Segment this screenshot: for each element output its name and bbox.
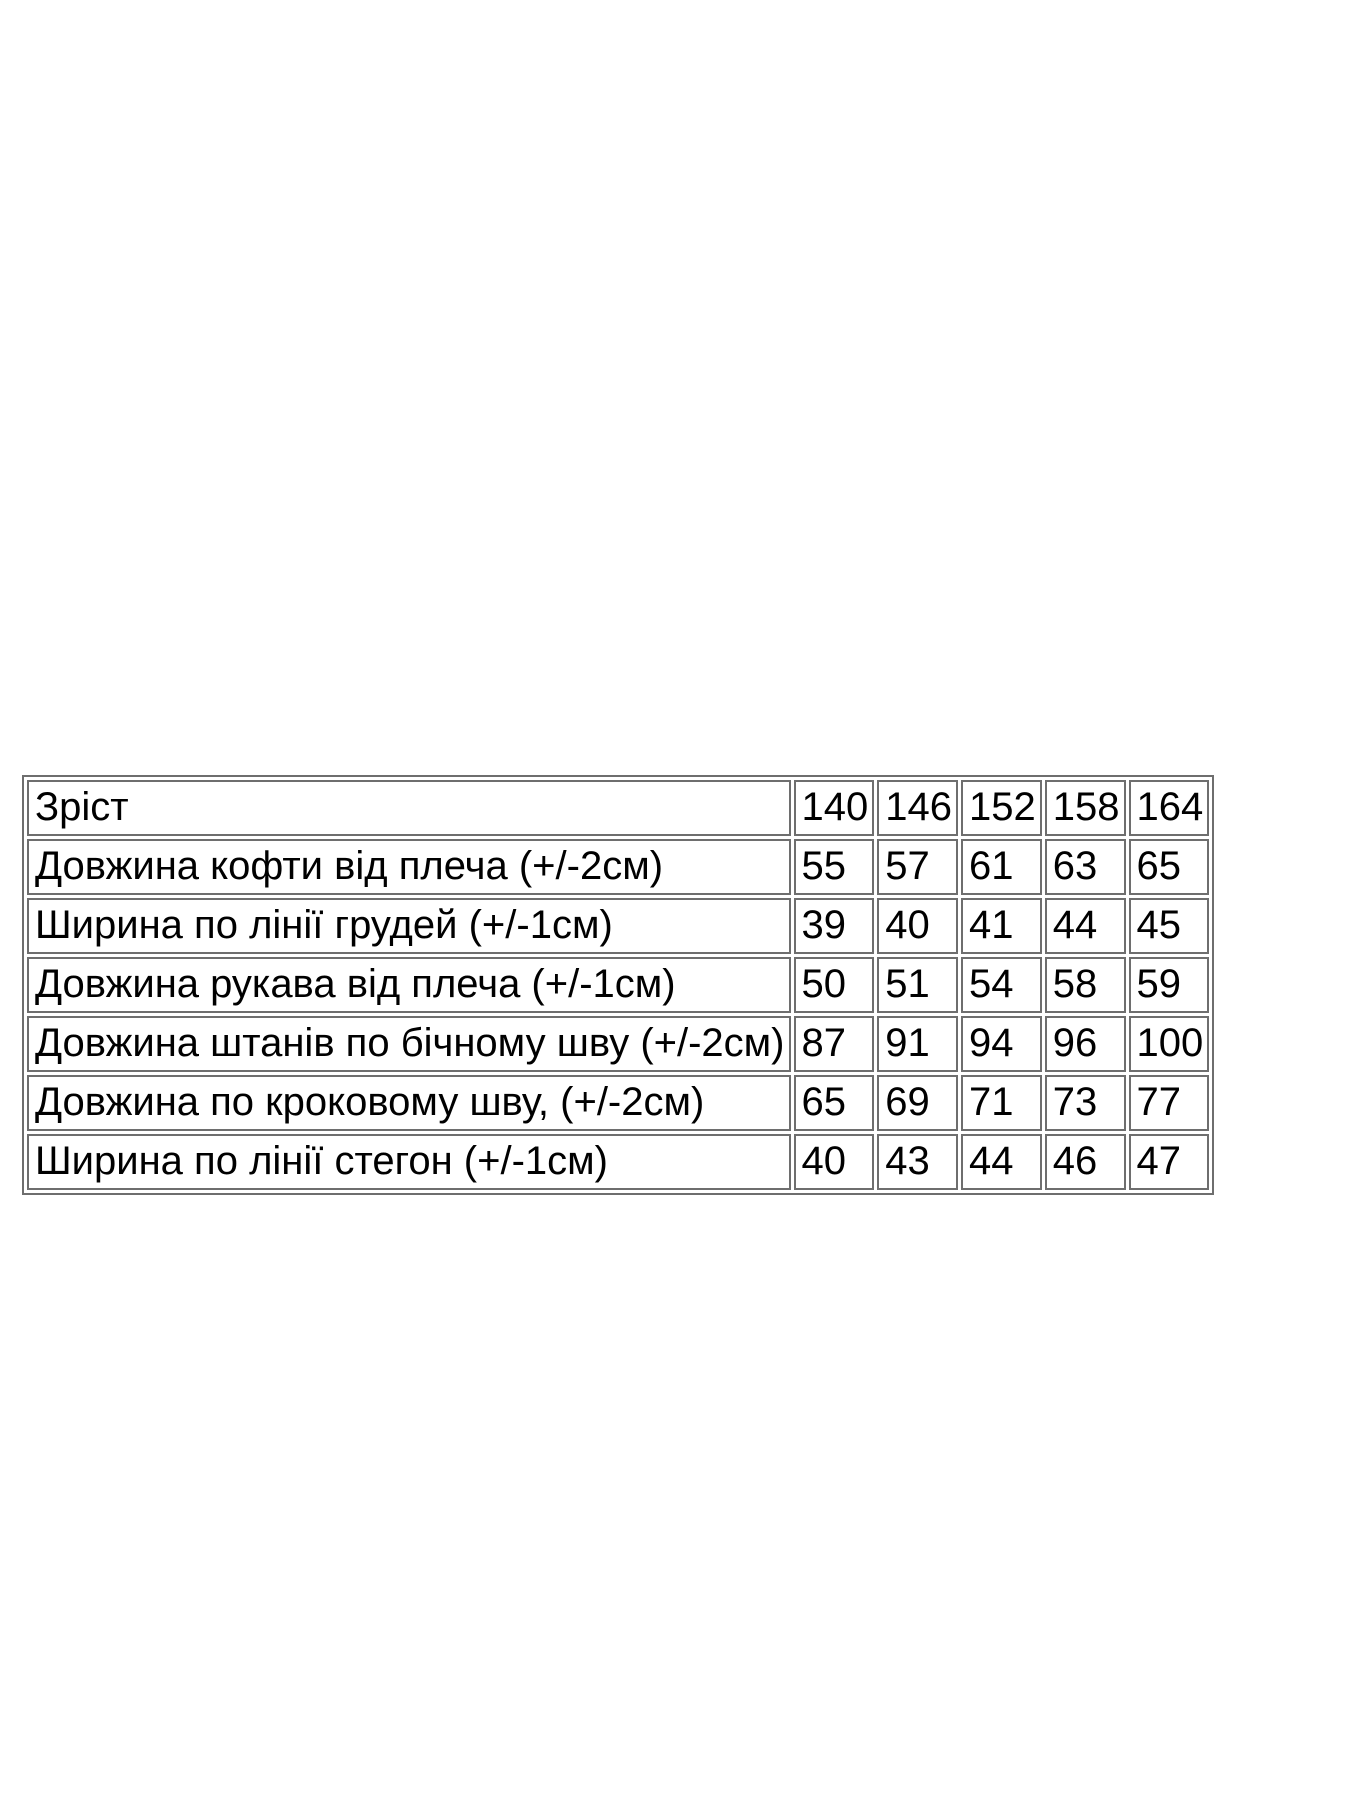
size-chart-body	[27, 780, 1209, 1190]
measurement-value-cell: 61	[961, 839, 1042, 895]
measurement-value-cell: 40	[877, 898, 958, 954]
table-row	[27, 1134, 1209, 1190]
measurement-value-cell: 96	[1045, 1016, 1126, 1072]
measurement-value-cell: 40	[794, 1134, 875, 1190]
measurement-value-cell: 50	[794, 957, 875, 1013]
measurement-value-cell: 44	[961, 1134, 1042, 1190]
measurement-label-cell: Довжина кофти від плеча (+/-2см)	[27, 839, 791, 895]
header-row	[27, 780, 1209, 836]
header-size-cell: 152	[961, 780, 1042, 836]
measurement-label-cell: Довжина штанів по бічному шву (+/-2см)	[27, 1016, 791, 1072]
measurement-value-cell: 55	[794, 839, 875, 895]
table-row	[27, 839, 1209, 895]
header-size-cell: 146	[877, 780, 958, 836]
measurement-value-cell: 51	[877, 957, 958, 1013]
measurement-value-cell: 77	[1129, 1075, 1210, 1131]
measurement-value-cell: 87	[794, 1016, 875, 1072]
measurement-value-cell: 43	[877, 1134, 958, 1190]
measurement-value-cell: 58	[1045, 957, 1126, 1013]
measurement-value-cell: 91	[877, 1016, 958, 1072]
measurement-value-cell: 59	[1129, 957, 1210, 1013]
measurement-value-cell: 44	[1045, 898, 1126, 954]
measurement-label-cell: Довжина рукава від плеча (+/-1см)	[27, 957, 791, 1013]
measurement-value-cell: 73	[1045, 1075, 1126, 1131]
header-label-cell: Зріст	[27, 780, 791, 836]
header-size-cell: 164	[1129, 780, 1210, 836]
measurement-value-cell: 54	[961, 957, 1042, 1013]
measurement-value-cell: 100	[1129, 1016, 1210, 1072]
measurement-value-cell: 65	[794, 1075, 875, 1131]
measurement-label-cell: Довжина по кроковому шву, (+/-2см)	[27, 1075, 791, 1131]
measurement-value-cell: 39	[794, 898, 875, 954]
measurement-value-cell: 45	[1129, 898, 1210, 954]
measurement-label-cell: Ширина по лінії грудей (+/-1см)	[27, 898, 791, 954]
measurement-value-cell: 47	[1129, 1134, 1210, 1190]
measurement-value-cell: 46	[1045, 1134, 1126, 1190]
measurement-label-cell: Ширина по лінії стегон (+/-1см)	[27, 1134, 791, 1190]
table-row	[27, 898, 1209, 954]
table-row	[27, 1075, 1209, 1131]
size-chart-container	[22, 775, 1214, 1195]
measurement-value-cell: 71	[961, 1075, 1042, 1131]
measurement-value-cell: 94	[961, 1016, 1042, 1072]
table-row	[27, 957, 1209, 1013]
measurement-value-cell: 41	[961, 898, 1042, 954]
measurement-value-cell: 63	[1045, 839, 1126, 895]
table-row	[27, 1016, 1209, 1072]
measurement-value-cell: 57	[877, 839, 958, 895]
header-size-cell: 158	[1045, 780, 1126, 836]
header-size-cell: 140	[794, 780, 875, 836]
measurement-value-cell: 69	[877, 1075, 958, 1131]
measurement-value-cell: 65	[1129, 839, 1210, 895]
size-chart-table	[22, 775, 1214, 1195]
